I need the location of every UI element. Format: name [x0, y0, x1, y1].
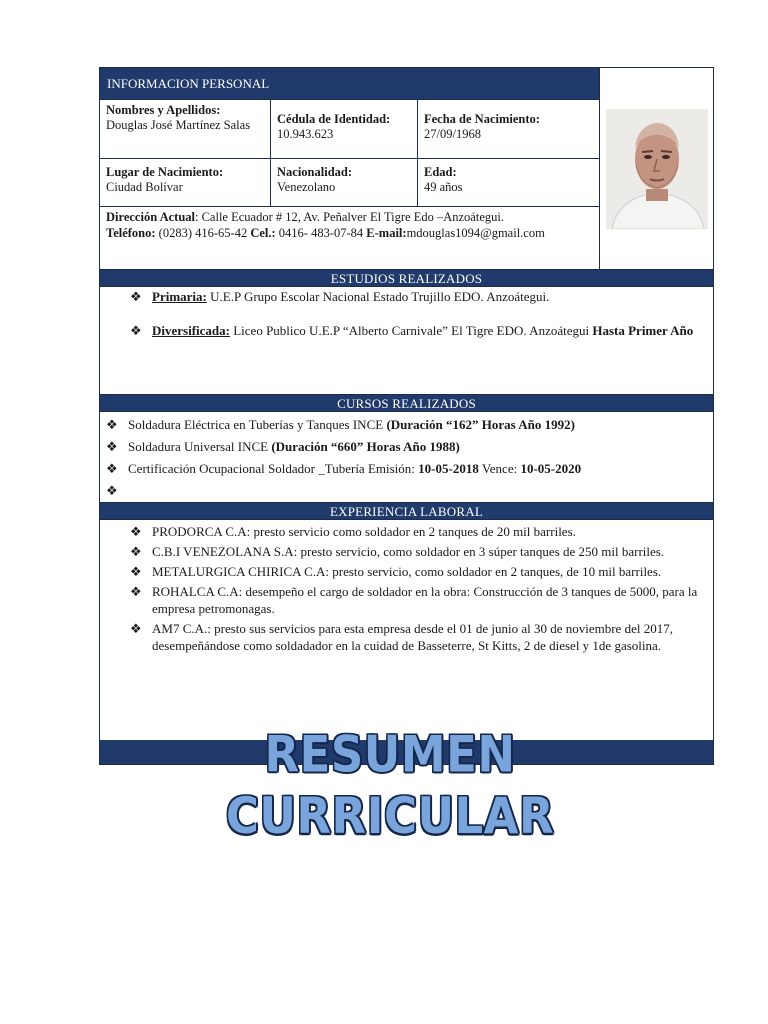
courses-heading: CURSOS REALIZADOS [100, 395, 713, 412]
studies-section [100, 288, 713, 395]
cv-document [99, 67, 714, 765]
list-item [130, 620, 703, 654]
cell-label: Cel.: [250, 226, 276, 240]
secondary-label: Diversificada: [152, 323, 230, 338]
diamond-bullet-icon: ❖ [106, 417, 118, 432]
age-label: Edad: [424, 165, 457, 179]
nationality-label: Nacionalidad: [277, 165, 353, 179]
list-item [106, 458, 707, 480]
birthdate-cell [418, 100, 599, 158]
nationality-cell [271, 159, 418, 206]
cell-value: 0416- 483-07-84 [275, 226, 367, 240]
experience-text: PRODORCA C.A: presto servicio como soldador en 2 tanques de 20 mil barriles. [152, 524, 576, 539]
diamond-bullet-icon: ❖ [130, 524, 142, 539]
course-duration: (Duración “660” Horas Año 1988) [271, 439, 460, 454]
id-value: 10.943.623 [277, 127, 334, 141]
experience-text: AM7 C.A.: presto sus servicios para esta empresa desde el 01 de junio al 30 de noviembre del 2017, desempeñándose como soldadador en la cuidad de Basseterre, St Kitts, 2 de diesel y 1de gasolina. [152, 621, 673, 653]
list-item [130, 543, 703, 560]
birthdate-label: Fecha de Nacimiento: [424, 112, 540, 126]
diamond-bullet-icon: ❖ [130, 323, 142, 338]
course-duration: (Duración “162” Horas Año 1992) [386, 417, 575, 432]
diamond-bullet-icon: ❖ [106, 439, 118, 454]
issue-date: 10-05-2018 [418, 461, 479, 476]
age-value: 49 años [424, 180, 463, 194]
experience-text: ROHALCA C.A: desempeño el cargo de soldador en la obra: Construcción de 3 tanques de 5000, para la empresa petromonagas. [152, 584, 698, 616]
resume-title-banner: RESUMEN CURRICULAR [225, 725, 555, 846]
birthplace-value: Ciudad Bolívar [106, 180, 183, 194]
list-item [130, 563, 703, 580]
list-item [130, 288, 703, 305]
address-value: : Calle Ecuador # 12, Av. Peñalver El Tigre Edo –Anzoátegui. [195, 210, 504, 224]
list-item [106, 414, 707, 436]
expiry-date: 10-05-2020 [520, 461, 582, 476]
email-label: E-mail: [366, 226, 407, 240]
birthplace-cell [100, 159, 271, 206]
list-item [130, 523, 703, 540]
address-label: Dirección Actual [106, 210, 195, 224]
course-text: Certificación Ocupacional Soldador _Tubería Emisión: [128, 461, 419, 476]
diamond-bullet-icon: ❖ [130, 564, 142, 579]
age-cell [418, 159, 599, 206]
secondary-value: Liceo Publico U.E.P “Alberto Carnivale” El Tigre EDO. Anzoátegui [229, 323, 593, 338]
phone-value: (0283) 416-65-42 [155, 226, 251, 240]
email-value: mdouglas1094@gmail.com [406, 226, 545, 240]
personal-info-table [100, 68, 600, 269]
primary-value: U.E.P Grupo Escolar Nacional Estado Trujillo EDO. Anzoátegui. [206, 289, 550, 304]
diamond-bullet-icon: ❖ [130, 544, 142, 559]
secondary-level: Hasta Primer Año [592, 323, 694, 338]
experience-text: METALURGICA CHIRICA C.A: presto servicio, como soldador en 2 tanques, de 10 mil barriles. [152, 564, 662, 579]
course-text: Soldadura Universal INCE [128, 439, 272, 454]
diamond-bullet-icon: ❖ [106, 483, 118, 498]
list-item [130, 583, 703, 617]
diamond-bullet-icon: ❖ [130, 289, 142, 304]
personal-info-section [100, 68, 713, 270]
list-item [130, 322, 703, 339]
diamond-bullet-icon: ❖ [106, 461, 118, 476]
course-text: Soldadura Eléctrica en Tuberías y Tanques INCE [128, 417, 387, 432]
experience-text: C.B.I VENEZOLANA S.A: presto servicio, como soldador en 3 súper tanques de 250 mil barriles. [152, 544, 665, 559]
studies-heading: ESTUDIOS REALIZADOS [100, 270, 713, 287]
diamond-bullet-icon: ❖ [130, 584, 142, 599]
info-row-identity [100, 100, 599, 159]
list-item [106, 480, 707, 502]
nationality-value: Venezolano [277, 180, 336, 194]
info-row-origin [100, 159, 599, 207]
primary-label: Primaria: [152, 289, 207, 304]
id-label: Cédula de Identidad: [277, 112, 391, 126]
expiry-label: Vence: [478, 461, 521, 476]
phone-label: Teléfono: [106, 226, 156, 240]
id-cell [271, 100, 418, 158]
list-item [106, 436, 707, 458]
name-cell [100, 100, 271, 158]
experience-heading: EXPERIENCIA LABORAL [100, 503, 713, 520]
photo-cell [600, 68, 713, 269]
diamond-bullet-icon: ❖ [130, 621, 142, 636]
name-value: Douglas José Martínez Salas [106, 118, 251, 132]
contact-cell [100, 207, 599, 269]
personal-info-heading: INFORMACION PERSONAL [100, 68, 599, 100]
profile-photo [606, 109, 708, 229]
name-label: Nombres y Apellidos: [106, 103, 221, 117]
portrait-image [606, 109, 708, 229]
birthplace-label: Lugar de Nacimiento: [106, 165, 224, 179]
experience-section [100, 520, 713, 740]
birthdate-value: 27/09/1968 [424, 127, 481, 141]
courses-section [100, 412, 713, 503]
